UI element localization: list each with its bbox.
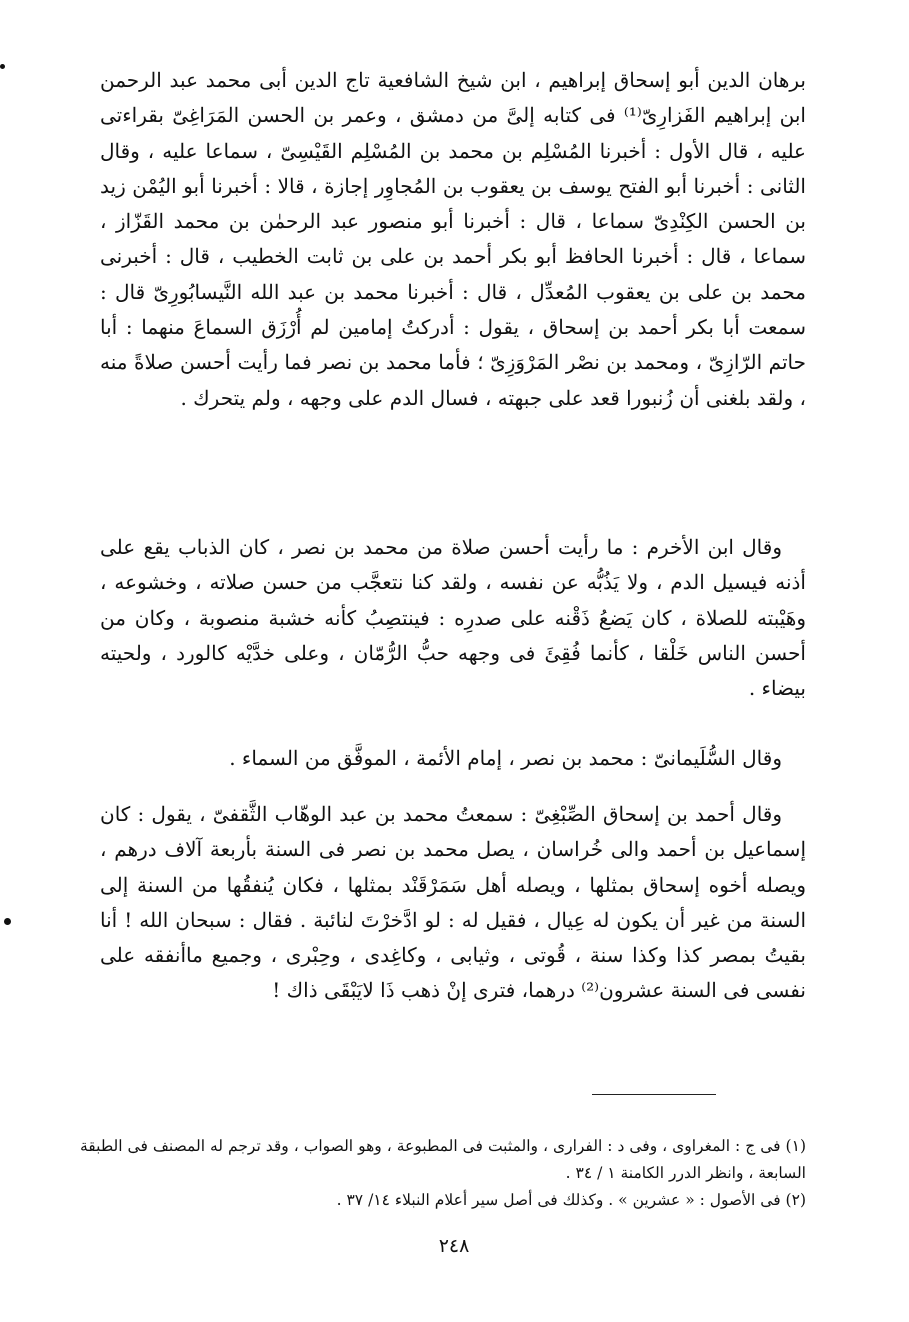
footnote-1: (١) فى ج : المغراوى ، وفى د : الفرارى ، والمثبت فى المطبوعة ، وهو الصواب ، وقد ترجم له المصنف فى الطبقة السابعة ، وانظر الدرر الكامنة ١ / ٣٤ . <box>80 1137 806 1182</box>
paragraph-text: وقال السُّلَيمانىّ : محمد بن نصر ، إمام الأئمة ، الموفَّق من السماء . <box>229 746 782 770</box>
paragraph-text: برهان الدين أبو إسحاق إبراهيم ، ابن شيخ الشافعية تاج الدين أبى محمد عبد الرحمن ابن إبراهيم الفَزارِىّ⁽¹⁾ فى كتابه إلىَّ من دمشق ، وعمر بن الحسن المَرَاغِىّ بقراءتى عليه ، قال الأول : أخبرنا المُسْلِم بن محمد بن المُسْلِم القَيْسِىّ ، سماعا عليه ، وقال الثانى : أخبرنا أبو الفتح يوسف بن يعقوب بن المُجاوِر إجازة ، قالا : أخبرنا أبو اليُمْن زيد بن الحسن الكِنْدِىّ سماعا ، قال : أخبرنا أبو منصور عبد الرحمٰن بن محمد القَزّاز ، سماعا ، قال : أخبرنا الحافظ أبو بكر أحمد بن على بن ثابت الخطيب ، قال : أخبرنى محمد بن على بن يعقوب المُعدِّل ، قال : أخبرنا محمد بن عبد الله النَّيسابُورِىّ قال : سمعت أبا بكر أحمد بن إسحاق ، يقول : أدركتُ إمامين لم أُرْزَق السماعَ منهما : أبا حاتم الرّازِىّ ، ومحمد بن نصْر المَرْوَزِىّ ؛ فأما محمد بن نصر فما رأيت أحسن صلاةً منه ، ولقد بلغنى أن زُنبورا قعد على جبهته ، فسال الدم على وجهه ، ولم يتحرك . <box>100 68 806 410</box>
footnotes <box>80 1133 806 1214</box>
footnote-2: (٢) فى الأصول : « عشرين » . وكذلك فى أصل سير أعلام النبلاء ١٤/ ٣٧ . <box>336 1191 806 1209</box>
paragraph-text: وقال ابن الأخرم : ما رأيت أحسن صلاة من محمد بن نصر ، كان الذباب يقع على أذنه فيسيل الدم ، ولا يَذُبُّه عن نفسه ، ولقد كنا نتعجَّب من حسن صلاته ، وخشوعه ، وهَيْبته للصلاة ، كان يَضعُ ذَقْنه على صدرِه : فينتصِبُ كأنه خشبة منصوبة ، وكان من أحسن الناس خَلْقا ، كأنما فُقِئَ فى وجهه حبُّ الرُّمّان ، وعلى خدَّيْه كالورد ، ولحيته بيضاء . <box>100 535 806 701</box>
body-paragraph <box>100 63 806 416</box>
footnote-divider <box>592 1094 716 1095</box>
margin-dot <box>4 918 11 925</box>
body-paragraph <box>100 530 806 706</box>
body-paragraph <box>100 741 806 776</box>
page-number: ٢٤٨ <box>438 1235 470 1257</box>
paragraph-text: وقال أحمد بن إسحاق الصِّبْغِىّ : سمعتُ محمد بن عبد الوهّاب الثَّقفىّ ، يقول : كان إسماعيل بن أحمد والى خُراسان ، يصل محمد بن نصر فى السنة بأربعة آلاف درهم ، ويصله أخوه إسحاق بمثلها ، ويصله أهل سَمَرْقَنْد بمثلها ، فكان يُنفقُها من السنة إلى السنة من غير أن يكون له عِيال ، فقيل له : لو ادَّخرْتَ لنائبة . فقال : سبحان الله ! أنا بقيتُ بمصر كذا وكذا سنة ، قُوتى ، وثيابى ، وكاغِدى ، وحِبْرى ، وجميع ماأنفقه على نفسى فى السنة عشرون⁽²⁾ درهما، فترى إنْ ذهب ذَا لايَبْقَى ذاك ! <box>100 802 806 1003</box>
margin-dot <box>0 64 5 69</box>
body-paragraph <box>100 797 806 1009</box>
